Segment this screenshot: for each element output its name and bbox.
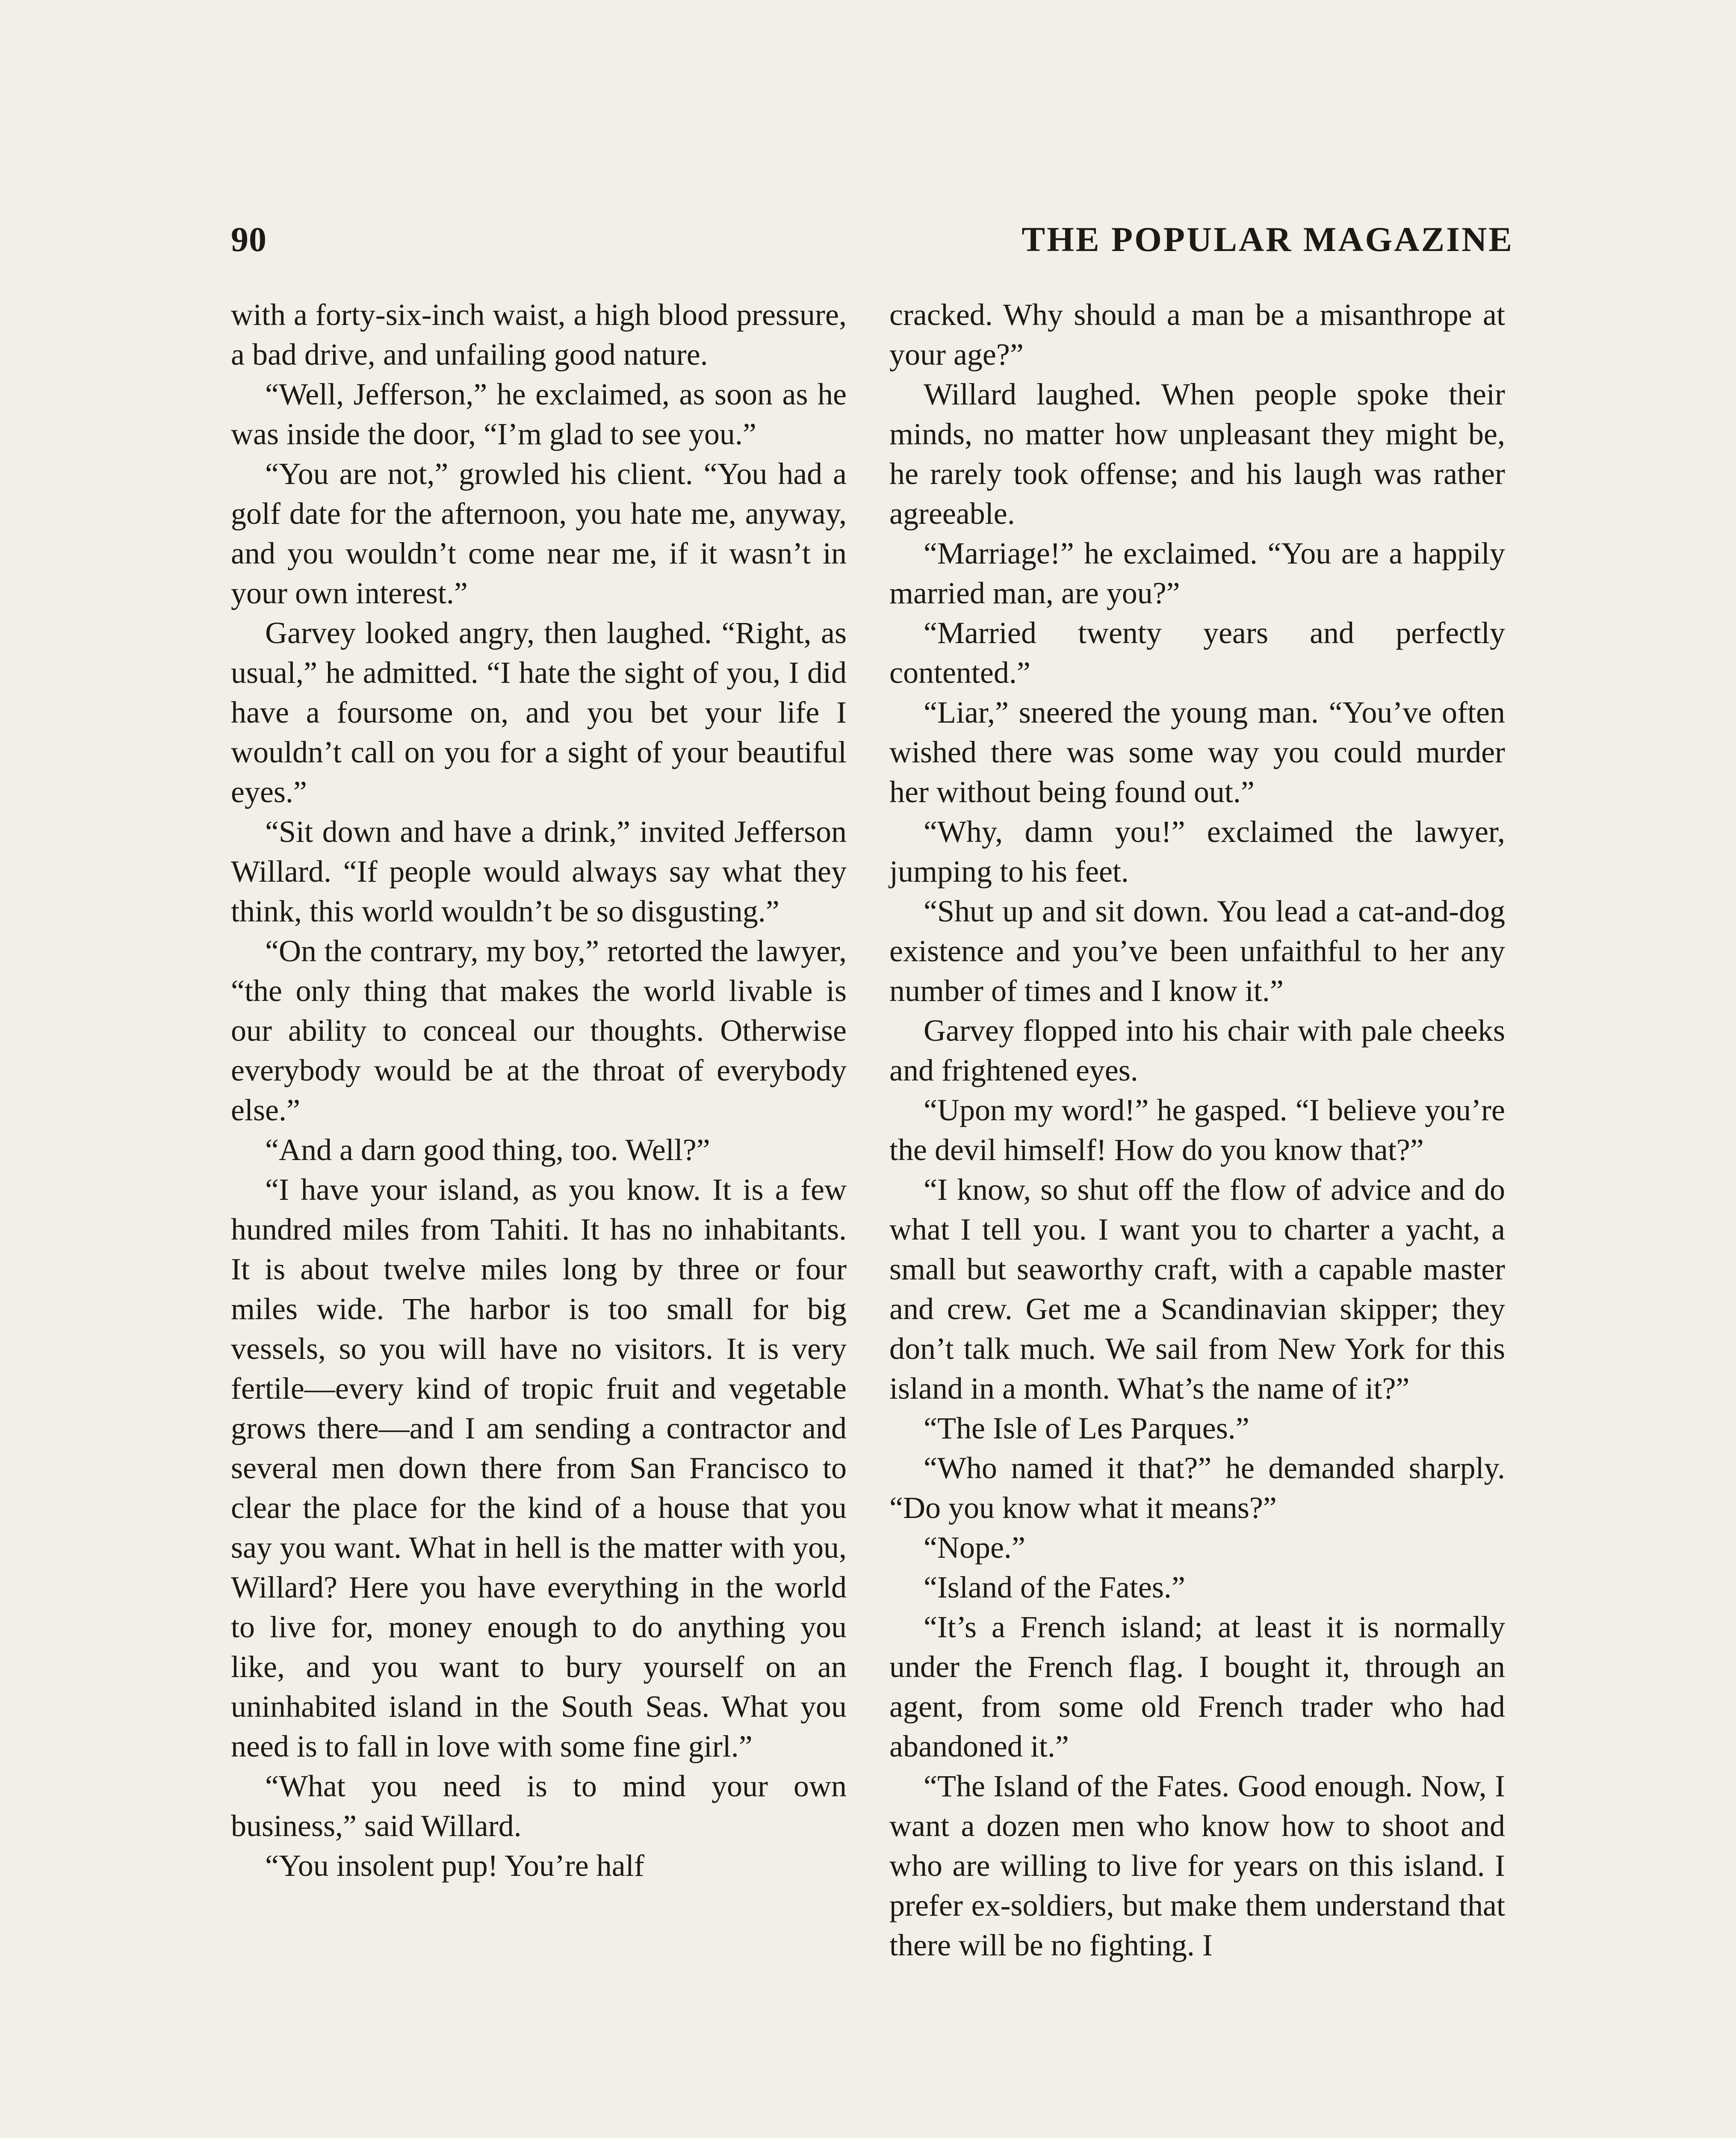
paragraph: “Liar,” sneered the young man. “You’ve often wished there was some way you could murder her without being found out.” <box>889 695 1505 809</box>
paragraph: “Shut up and sit down. You lead a cat-and-dog existence and you’ve been unfaithful to her any number of times and I know it.” <box>889 894 1505 1008</box>
paragraph: “Marriage!” he exclaimed. “You are a happily married man, are you?” <box>889 536 1505 610</box>
paragraph: “You insolent pup! You’re half <box>265 1849 644 1883</box>
paragraph: “It’s a French island; at least it is normally under the French flag. I bought it, through an agent, from some old French trader who had abandoned it.” <box>889 1610 1505 1763</box>
paragraph: “Nope.” <box>924 1530 1025 1565</box>
paragraph: “And a darn good thing, too. Well?” <box>265 1133 710 1167</box>
paragraph: “Who named it that?” he demanded sharply. “Do you know what it means?” <box>889 1451 1505 1525</box>
running-head: THE POPULAR MAGAZINE <box>1022 220 1514 259</box>
right-column <box>889 295 1505 1965</box>
paragraph: “The Isle of Les Parques.” <box>924 1411 1249 1445</box>
paragraph: “Married twenty years and perfectly contented.” <box>889 616 1505 690</box>
paragraph: “Why, damn you!” exclaimed the lawyer, jumping to his feet. <box>889 815 1505 889</box>
left-column <box>231 295 847 1886</box>
paragraph: “On the contrary, my boy,” retorted the lawyer, “the only thing that makes the world livable is our ability to conceal our thoughts. Otherwise everybody would be at the throat of everybody else.” <box>231 934 847 1127</box>
paragraph: “Island of the Fates.” <box>924 1570 1185 1604</box>
page-number: 90 <box>231 220 267 259</box>
paragraph: Garvey looked angry, then laughed. “Right, as usual,” he admitted. “I hate the sight of you, I did have a foursome on, and you bet your life I wouldn’t call on you for a sight of your beautiful eyes.” <box>231 616 847 809</box>
paragraph: “Upon my word!” he gasped. “I believe you’re the devil himself! How do you know that?” <box>889 1093 1505 1167</box>
paragraph: “I know, so shut off the flow of advice and do what I tell you. I want you to charter a yacht, a small but seaworthy craft, with a capable master and crew. Get me a Scandinavian skipper; they don’t talk much. We sail from New York for this island in a month. What’s the name of it?” <box>889 1172 1505 1406</box>
paragraph: “The Island of the Fates. Good enough. Now, I want a dozen men who know how to shoot and who are willing to live for years on this island. I prefer ex-soldiers, but make them understand that there will be no fighting. I <box>889 1769 1505 1962</box>
paragraph: “You are not,” growled his client. “You had a golf date for the afternoon, you hate me, anyway, and you wouldn’t come near me, if it wasn’t in your own interest.” <box>231 457 847 610</box>
paragraph: Garvey flopped into his chair with pale cheeks and frightened eyes. <box>889 1013 1505 1087</box>
paragraph: with a forty-six-inch waist, a high blood pressure, a bad drive, and unfailing good nature. <box>231 298 847 372</box>
paragraph: “Well, Jefferson,” he exclaimed, as soon as he was inside the door, “I’m glad to see you.” <box>231 377 847 451</box>
paragraph: “What you need is to mind your own business,” said Willard. <box>231 1769 847 1843</box>
paragraph: Willard laughed. When people spoke their minds, no matter how unpleasant they might be, he rarely took offense; and his laugh was rather agreeable. <box>889 377 1505 531</box>
paragraph: “Sit down and have a drink,” invited Jefferson Willard. “If people would always say what they think, this world wouldn’t be so disgusting.” <box>231 815 847 928</box>
paragraph: cracked. Why should a man be a misanthrope at your age?” <box>889 298 1505 372</box>
paragraph: “I have your island, as you know. It is a few hundred miles from Tahiti. It has no inhabitants. It is about twelve miles long by three or four miles wide. The harbor is too small for big vessels, so you will have no visitors. It is very fertile—every kind of tropic fruit and vegetable grows there—and I am sending a contractor and several men down there from San Francisco to clear the place for the kind of a house that you say you want. What in hell is the matter with you, Willard? Here you have everything in the world to live for, money enough to do anything you like, and you want to bury yourself on an uninhabited island in the South Seas. What you need is to fall in love with some fine girl.” <box>231 1172 847 1763</box>
page-header <box>231 214 1514 265</box>
